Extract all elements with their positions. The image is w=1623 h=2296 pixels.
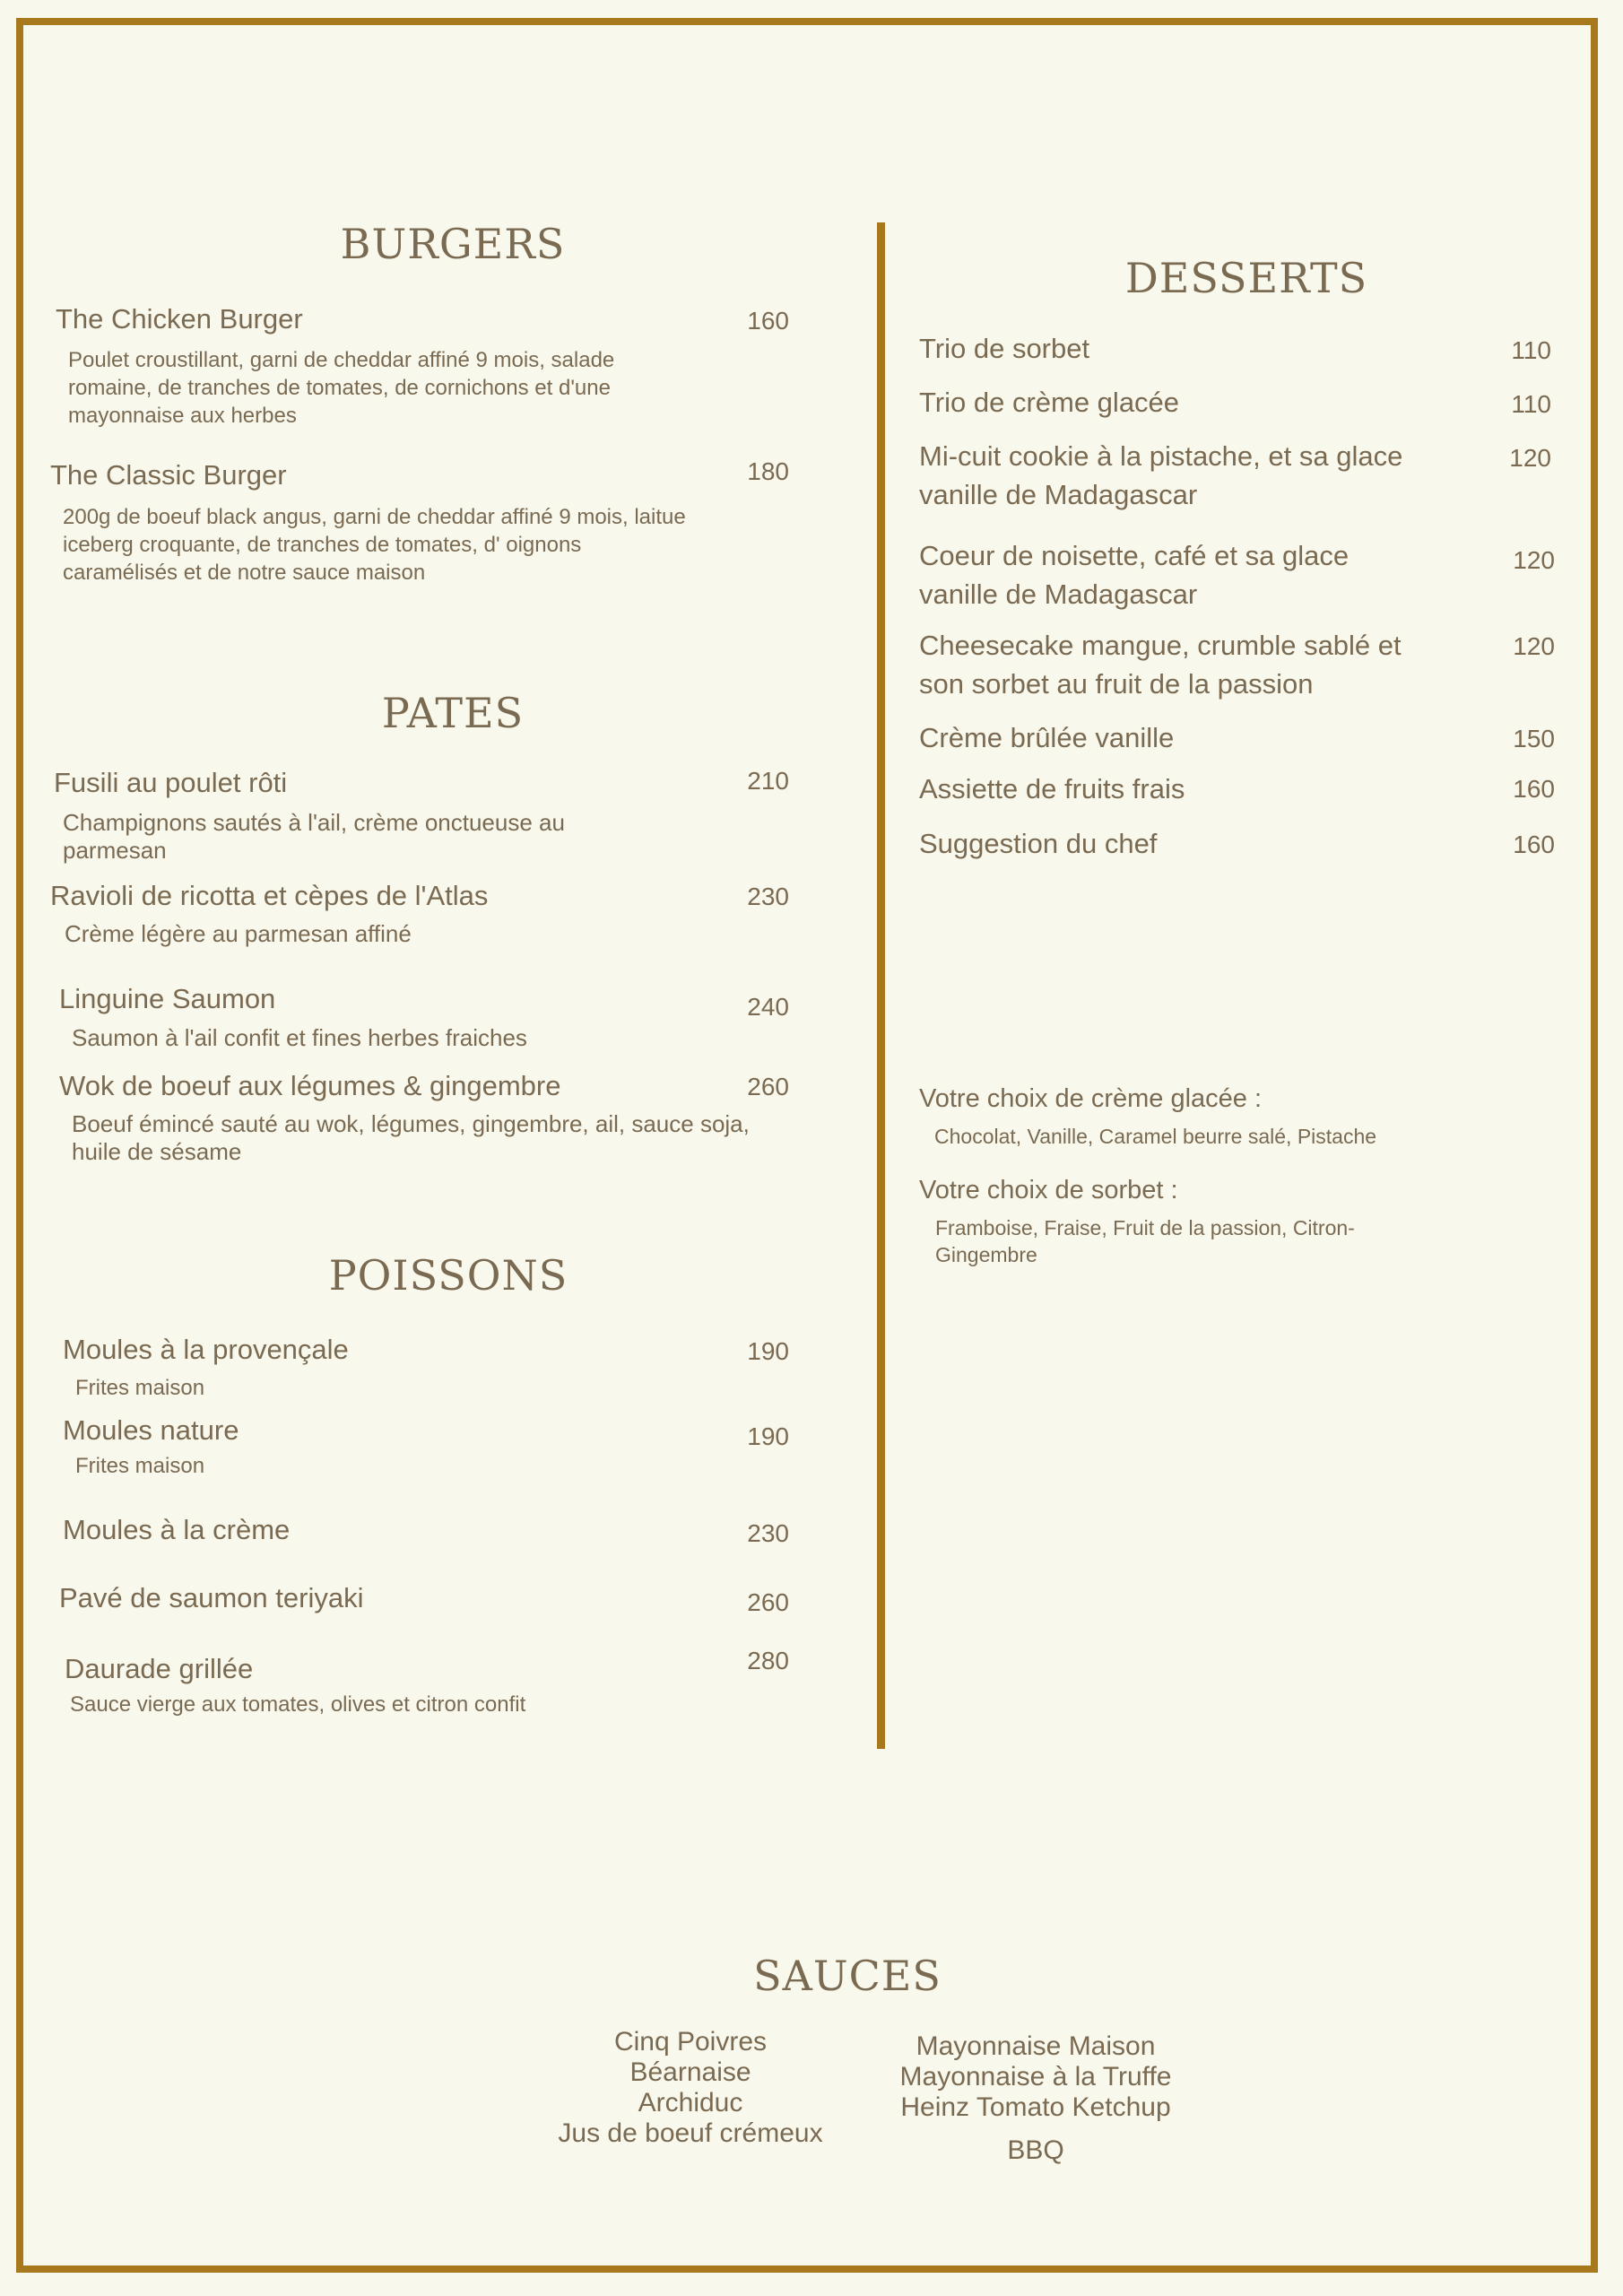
dessert-name-2: Trio de crème glacée (919, 387, 1180, 418)
poissons-price-4: 260 (747, 1588, 789, 1616)
dessert-name-4: Coeur de noisette, café et sa glace vanille de Madagascar (919, 540, 1350, 610)
pates-desc-2: Crème légère au parmesan affiné (65, 920, 412, 947)
dessert-name-5: Cheesecake mangue, crumble sablé et son sorbet au fruit de la passion (919, 630, 1402, 700)
dessert-price-1: 110 (1511, 336, 1551, 364)
dessert-name-6: Crème brûlée vanille (919, 722, 1175, 753)
poissons-price-2: 190 (747, 1422, 789, 1450)
pates-heading: PATES (381, 689, 525, 737)
dessert-price-6: 150 (1513, 725, 1555, 752)
dessert-price-3: 120 (1509, 444, 1551, 472)
burger-name-1: The Chicken Burger (56, 303, 303, 335)
pates-name-2: Ravioli de ricotta et cèpes de l'Atlas (50, 880, 489, 911)
sauces-heading: SAUCES (753, 1952, 942, 2000)
poissons-name-5: Daurade grillée (65, 1653, 254, 1684)
dessert-price-7: 160 (1513, 775, 1555, 803)
pates-price-2: 230 (747, 883, 789, 910)
poissons-name-3: Moules à la crème (63, 1514, 291, 1545)
burger-price-1: 160 (747, 307, 789, 335)
poissons-desc-5: Sauce vierge aux tomates, olives et citron confit (70, 1692, 526, 1717)
sauce-item: Mayonnaise à la Truffe (899, 2062, 1172, 2092)
sauces-left-list (538, 2027, 843, 2149)
pates-desc-3: Saumon à l'ail confit et fines herbes fraiches (72, 1024, 527, 1051)
dessert-name-1: Trio de sorbet (919, 333, 1090, 364)
sorbet-choice-label: Votre choix de sorbet : (919, 1176, 1178, 1205)
dessert-price-2: 110 (1511, 390, 1551, 418)
poissons-desc-1: Frites maison (75, 1376, 205, 1400)
dessert-name-3: Mi-cuit cookie à la pistache, et sa glace vanille de Madagascar (919, 440, 1403, 510)
poissons-name-4: Pavé de saumon teriyaki (59, 1582, 364, 1613)
pates-price-4: 260 (747, 1073, 789, 1100)
icecream-choice-options: Chocolat, Vanille, Caramel beurre salé, Pistache (934, 1125, 1377, 1148)
sorbet-choice-options: Framboise, Fraise, Fruit de la passion, Citron-Gingembre (935, 1216, 1355, 1266)
dessert-name-8: Suggestion du chef (919, 828, 1158, 859)
pates-price-1: 210 (747, 767, 789, 795)
sauces-right-list (874, 2031, 1197, 2166)
sauce-item: Archiduc (638, 2088, 743, 2118)
sauce-item: Jus de boeuf crémeux (558, 2118, 823, 2148)
dessert-price-5: 120 (1513, 632, 1555, 660)
pates-price-3: 240 (747, 993, 789, 1021)
dessert-name-7: Assiette de fruits frais (919, 773, 1185, 804)
burger-desc-2: 200g de boeuf black angus, garni de cheddar affiné 9 mois, laitue iceberg croquante, de tranches de tomates, d' oignons caramélisés et de notre sauce maison (63, 505, 686, 585)
pates-desc-4: Boeuf émincé sauté au wok, légumes, gingembre, ail, sauce soja, huile de sésame (72, 1110, 750, 1165)
pates-name-4: Wok de boeuf aux légumes & gingembre (59, 1070, 561, 1101)
sauce-item: BBQ (1007, 2135, 1064, 2165)
dessert-price-4: 120 (1513, 546, 1555, 574)
burgers-heading: BURGERS (340, 220, 566, 268)
icecream-choice-label: Votre choix de crème glacée : (919, 1084, 1263, 1113)
burger-desc-1: Poulet croustillant, garni de cheddar affiné 9 mois, salade romaine, de tranches de tomates, de cornichons et d'une mayonnaise aux herbes (68, 348, 615, 428)
poissons-name-2: Moules nature (63, 1414, 239, 1446)
poissons-heading: POISSONS (328, 1251, 568, 1300)
column-divider (877, 222, 885, 1749)
dessert-price-8: 160 (1513, 831, 1555, 858)
poissons-name-1: Moules à la provençale (63, 1334, 349, 1365)
pates-desc-1: Champignons sautés à l'ail, crème onctueuse au parmesan (63, 809, 565, 864)
desserts-heading: DESSERTS (1124, 254, 1368, 302)
sauce-item: Mayonnaise Maison (916, 2031, 1156, 2061)
sauce-item: Cinq Poivres (613, 2027, 768, 2057)
pates-name-1: Fusili au poulet rôti (54, 767, 288, 798)
sauce-item: Béarnaise (629, 2057, 751, 2087)
poissons-price-5: 280 (747, 1647, 789, 1674)
burger-name-2: The Classic Burger (50, 459, 287, 491)
poissons-desc-2: Frites maison (75, 1454, 205, 1478)
pates-name-3: Linguine Saumon (59, 983, 276, 1014)
poissons-price-3: 230 (747, 1519, 789, 1547)
burger-price-2: 180 (747, 457, 789, 485)
poissons-price-1: 190 (747, 1337, 789, 1365)
sauce-item: Heinz Tomato Ketchup (900, 2092, 1171, 2122)
